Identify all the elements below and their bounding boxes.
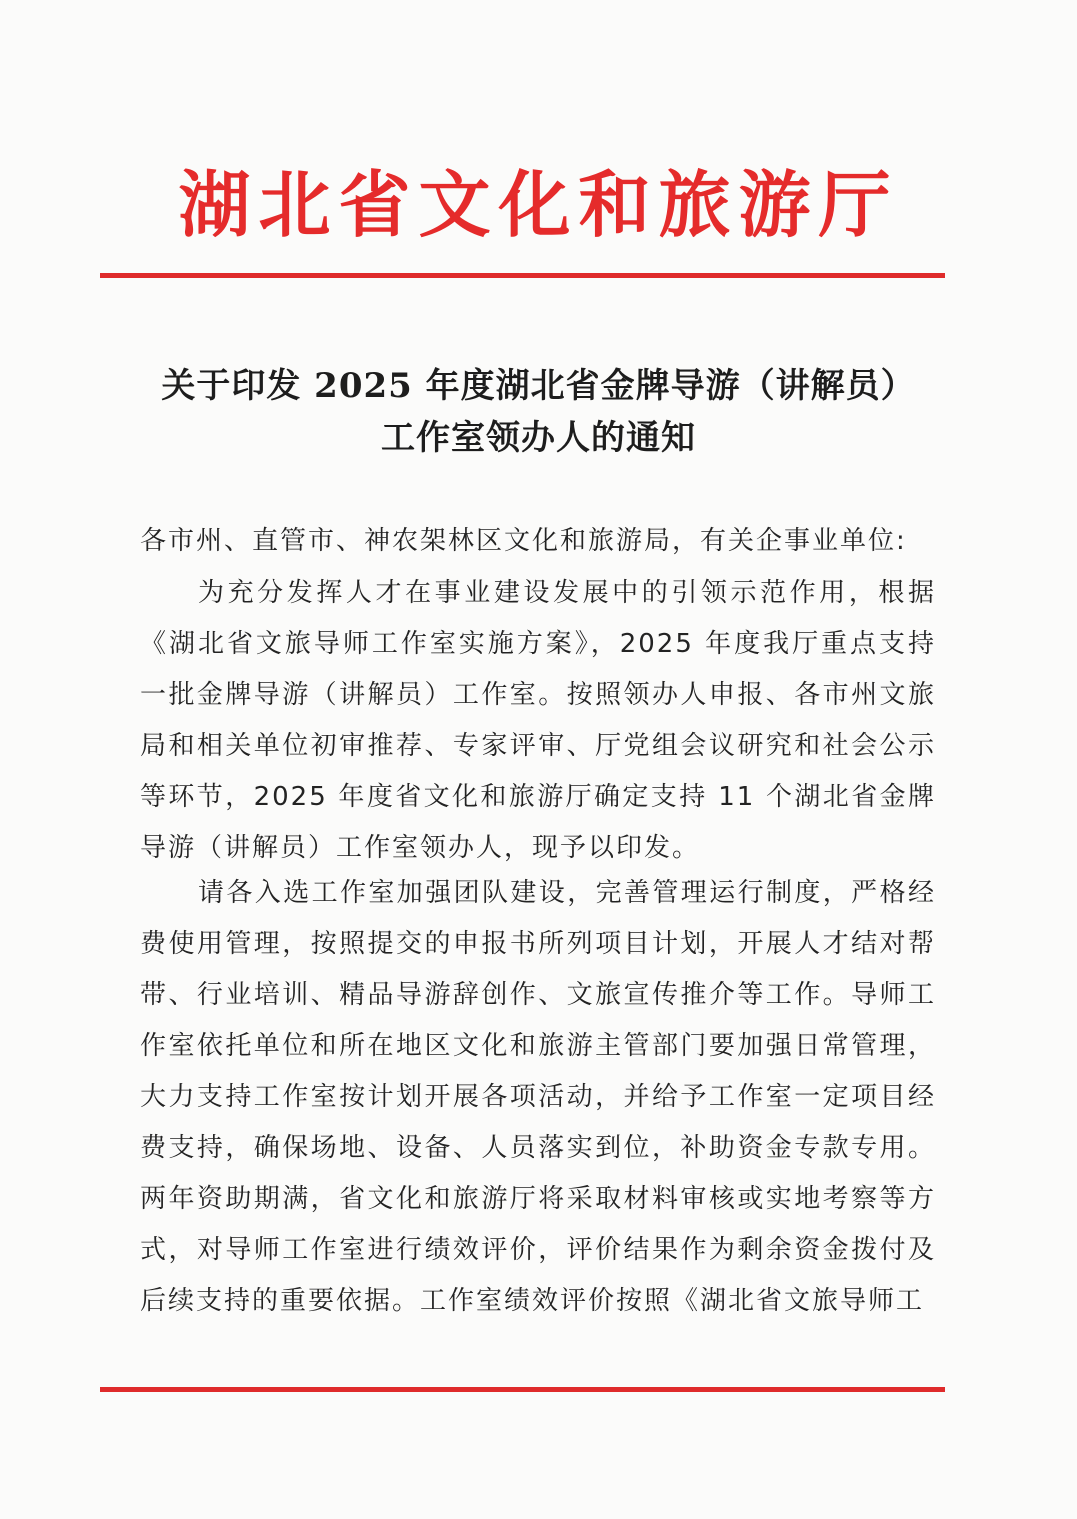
salutation: 各市州、直管市、神农架林区文化和旅游局，有关企事业单位: xyxy=(140,526,907,556)
body-paragraph: 为充分发挥人才在事业建设发展中的引领示范作用，根据《湖北省文旅导师工作室实施方案》，2025 年度我厅重点支持一批金牌导游（讲解员）工作室。按照领办人申报、各市州文旅局和相关单位初审推荐、专家评审、厅党组会议研究和社会公示等环节，2025 年度省文化和旅游厅确定支持 11 个湖北省金牌导游（讲解员）工作室领办人，现予以印发。 xyxy=(140,578,936,863)
body-paragraph: 请各入选工作室加强团队建设，完善管理运行制度，严格经费使用管理，按照提交的申报书所列项目计划，开展人才结对帮带、行业培训、精品导游辞创作、文旅宣传推介等工作。导师工作室依托单位和所在地区文化和旅游主管部门要加强日常管理，大力支持工作室按计划开展各项活动，并给予工作室一定项目经费支持，确保场地、设备、人员落实到位，补助资金专款专用。两年资助期满，省文化和旅游厅将采取材料审核或实地考察等方式，对导师工作室进行绩效评价，评价结果作为剩余资金拨付及后续支持的重要依据。工作室绩效评价按照《湖北省文旅导师工 xyxy=(140,878,936,1316)
document-title-line-1: 关于印发 2025 年度湖北省金牌导游（讲解员） xyxy=(161,366,916,406)
header-red-rule xyxy=(100,273,945,278)
footer-red-rule xyxy=(100,1387,945,1392)
document-title-line-2: 工作室领办人的通知 xyxy=(381,418,696,458)
agency-header-title: 湖北省文化和旅游厅 xyxy=(178,162,899,247)
